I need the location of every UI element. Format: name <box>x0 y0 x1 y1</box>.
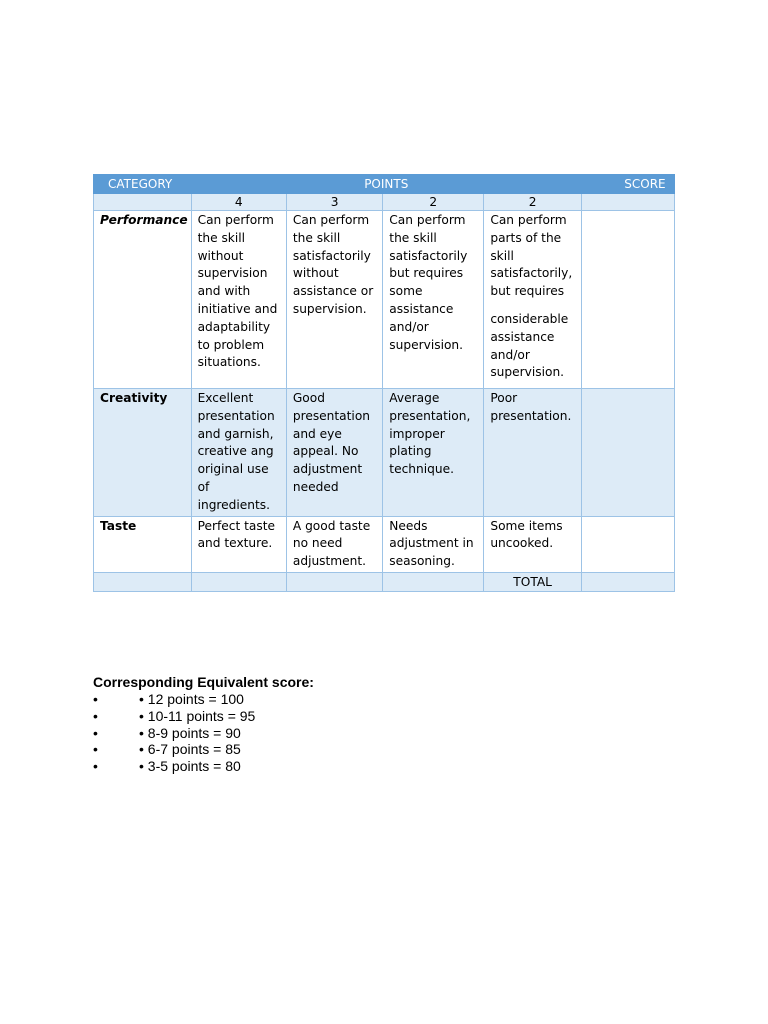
bullet-icon: • <box>93 741 98 758</box>
total-label: TOTAL <box>484 572 582 591</box>
score-empty <box>581 194 674 211</box>
score-cell <box>581 389 674 517</box>
header-score: SCORE <box>581 175 674 194</box>
table-header-row <box>94 175 675 194</box>
score-cell <box>581 211 674 389</box>
list-item <box>93 741 314 758</box>
total-score-cell <box>581 572 674 591</box>
bullet-icon: • <box>93 707 98 724</box>
total-empty <box>286 572 382 591</box>
equivalent-score-list <box>93 691 314 775</box>
category-label: Creativity <box>94 389 192 517</box>
point-values-empty <box>94 194 192 211</box>
bullet-icon: • <box>93 724 98 741</box>
equivalent-score-section <box>93 674 314 775</box>
criteria-cell: Average presentation, improper plating technique. <box>383 389 484 517</box>
equivalent-score-item: • 3-5 points = 80 <box>139 758 241 775</box>
criteria-cell: Some items uncooked. <box>484 516 582 572</box>
equivalent-score-title: Corresponding Equivalent score: <box>93 674 314 690</box>
criteria-cell: Good presentation and eye appeal. No adjustment needed <box>286 389 382 517</box>
table-row-taste <box>94 516 675 572</box>
score-cell <box>581 516 674 572</box>
total-empty <box>94 572 192 591</box>
header-points: POINTS <box>191 175 581 194</box>
table-row-performance <box>94 211 675 389</box>
category-label: Taste <box>94 516 192 572</box>
point-value: 3 <box>286 194 382 211</box>
bullet-icon: • <box>93 758 98 775</box>
criteria-cell: Can perform the skill satisfactorily without assistance or supervision. <box>286 211 382 389</box>
point-values-row <box>94 194 675 211</box>
criteria-text: Can perform parts of the skill satisfactorily, but requires <box>490 213 573 299</box>
criteria-cell: Poor presentation. <box>484 389 582 517</box>
total-empty <box>191 572 286 591</box>
equivalent-score-item: • 12 points = 100 <box>139 691 244 707</box>
criteria-cell: Excellent presentation and garnish, creative ang original use of ingredients. <box>191 389 286 517</box>
criteria-cell: Can perform the skill satisfactorily but requires some assistance and/or supervision. <box>383 211 484 389</box>
criteria-cell: Perfect taste and texture. <box>191 516 286 572</box>
equivalent-score-item: • 10-11 points = 95 <box>139 707 256 724</box>
bullet-icon: • <box>93 691 98 707</box>
criteria-cell: Can perform the skill without supervision and with initiative and adaptability to problem situations. <box>191 211 286 389</box>
criteria-text-continued: considerable assistance and/or supervision. <box>490 311 569 380</box>
list-item <box>93 708 314 725</box>
cell-gap <box>490 301 575 311</box>
criteria-cell: A good taste no need adjustment. <box>286 516 382 572</box>
point-value: 2 <box>484 194 582 211</box>
criteria-cell: Needs adjustment in seasoning. <box>383 516 484 572</box>
category-label: Performance <box>94 211 192 389</box>
equivalent-score-item: • 6-7 points = 85 <box>139 741 241 758</box>
list-item <box>93 758 314 775</box>
table-row-creativity <box>94 389 675 517</box>
list-item <box>93 725 314 742</box>
total-empty <box>383 572 484 591</box>
list-item <box>93 691 314 708</box>
criteria-cell <box>484 211 582 389</box>
equivalent-score-item: • 8-9 points = 90 <box>139 724 241 741</box>
rubric-table <box>93 174 675 592</box>
point-value: 4 <box>191 194 286 211</box>
table-row-total <box>94 572 675 591</box>
header-category: CATEGORY <box>94 175 192 194</box>
point-value: 2 <box>383 194 484 211</box>
